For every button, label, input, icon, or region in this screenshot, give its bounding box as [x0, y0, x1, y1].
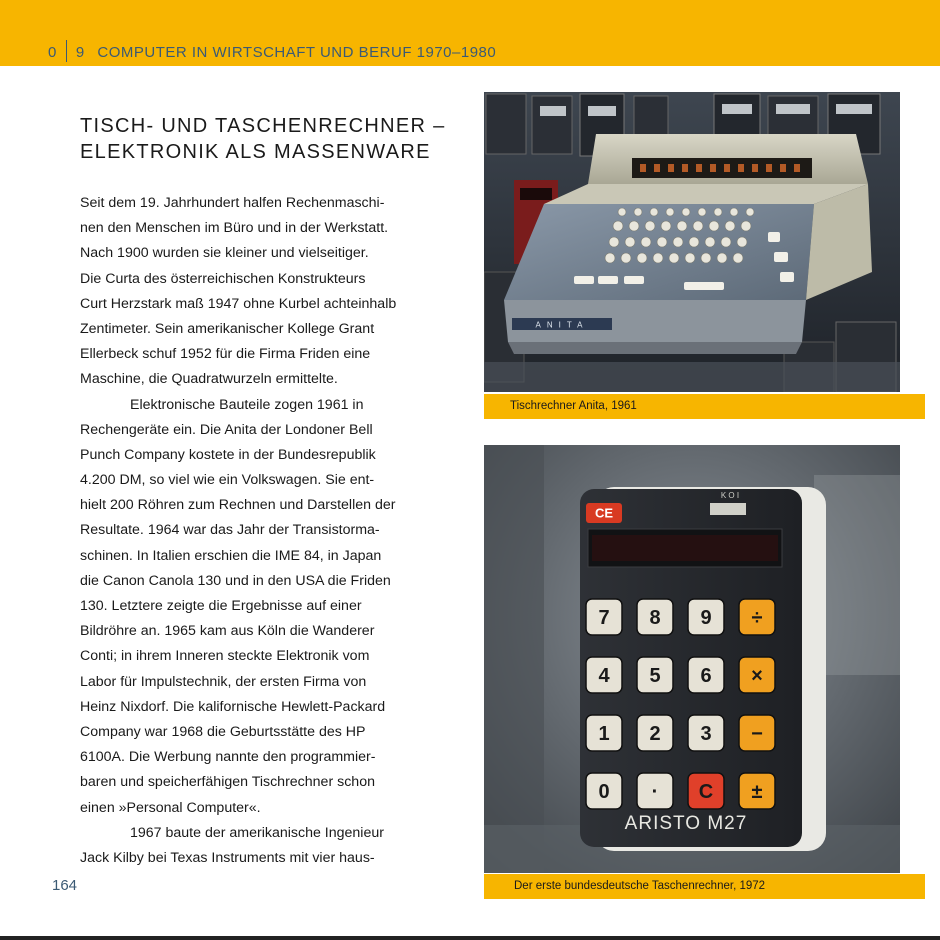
- chapter-header-band: [0, 0, 940, 66]
- calculator-key-label: 4: [598, 665, 610, 687]
- article-title-line: ELEKTRONIK ALS MASSENWARE: [80, 141, 431, 163]
- article-body: [80, 191, 430, 871]
- calculator-key-label: 6: [700, 665, 712, 687]
- chapter-header: [48, 40, 496, 62]
- calculator-key-label: 1: [598, 723, 610, 745]
- body-line: Jack Kilby bei Texas Instruments mit vier haus-: [80, 849, 375, 866]
- body-line: Company war 1968 die Geburtsstätte des HP: [80, 723, 366, 740]
- body-line: Labor für Impulstechnik, der ersten Firma von: [80, 673, 367, 690]
- body-line: die Canon Canola 130 und in den USA die Friden: [80, 572, 391, 589]
- body-line: Punch Company kostete in der Bundesrepublik: [80, 446, 376, 463]
- chapter-title: COMPUTER IN WIRTSCHAFT UND BERUF 1970–1980: [97, 44, 497, 61]
- chapter-number-1: 0: [48, 44, 57, 61]
- body-line: 1967 baute der amerikanische Ingenieur: [130, 824, 384, 841]
- page-bottom-rule: [0, 936, 940, 940]
- anita-caption: Tischrechner Anita, 1961: [484, 394, 925, 419]
- page-number: 164: [52, 877, 78, 894]
- article-title-line: TISCH- UND TASCHENRECHNER –: [80, 115, 446, 137]
- body-line: Bildröhre an. 1965 kam aus Köln die Wanderer: [80, 623, 375, 640]
- body-line: nen den Menschen im Büro und in der Werkstatt.: [80, 220, 389, 237]
- chapter-number-2: 9: [75, 44, 85, 61]
- body-line: Die Curta des österreichischen Konstrukteurs: [80, 270, 366, 287]
- body-line: Conti; in ihrem Inneren steckte Elektronik vom: [80, 648, 370, 665]
- calculator-key-label: 9: [700, 607, 712, 629]
- body-line: Heinz Nixdorf. Die kalifornische Hewlett-Packard: [80, 698, 386, 715]
- body-line: Maschine, die Quadratwurzeln ermittelte.: [80, 371, 338, 388]
- calculator-key-label: 0: [598, 781, 610, 803]
- body-line: Seit dem 19. Jahrhundert halfen Rechenmaschi-: [80, 195, 385, 211]
- calculator-key-label: 3: [700, 723, 712, 745]
- model-label: ARISTO M27: [624, 813, 748, 834]
- brand-badge: CE: [594, 505, 614, 521]
- calculator-key-label: ÷: [751, 607, 763, 629]
- calculator-key-label: 7: [598, 607, 610, 629]
- anita-photo: [484, 92, 900, 392]
- calculator-key-label: 8: [649, 607, 661, 629]
- aristo-photo: [484, 445, 900, 873]
- calculator-key-label: ·: [651, 781, 659, 803]
- calculator-key-label: ×: [751, 665, 763, 687]
- body-line: 130. Letztere zeigte die Ergebnisse auf einer: [80, 598, 362, 614]
- body-line: Rechengeräte ein. Die Anita der Londoner Bell: [80, 421, 373, 438]
- calculator-key-label: 5: [649, 665, 661, 687]
- body-line: hielt 200 Röhren zum Rechnen und Darstellen der: [80, 497, 396, 514]
- body-line: Curt Herzstark maß 1947 ohne Kurbel achteinhalb: [80, 295, 397, 312]
- anita-illustration: [484, 92, 900, 392]
- body-line: Zentimeter. Sein amerikanischer Kollege Grant: [80, 320, 375, 337]
- article-title: [80, 113, 460, 165]
- body-line: Nach 1900 wurden sie kleiner und vielseitiger.: [80, 245, 369, 262]
- body-line: Elektronische Bauteile zogen 1961 in: [130, 396, 364, 413]
- body-line: Resultate. 1964 war das Jahr der Transistorma-: [80, 522, 380, 539]
- body-line: Ellerbeck schuf 1952 für die Firma Friden eine: [80, 346, 371, 363]
- header-separator: [66, 40, 67, 62]
- body-line: einen »Personal Computer«.: [80, 799, 261, 816]
- anita-label: ANITA: [535, 320, 589, 330]
- body-line: baren und speicherfähigen Tischrechner schon: [80, 774, 375, 791]
- calculator-key-label: 2: [649, 723, 661, 745]
- calculator-key-label: −: [751, 723, 763, 745]
- aristo-illustration: [484, 445, 900, 873]
- calculator-key-label: C: [698, 781, 714, 803]
- power-switch-label: K O I: [720, 491, 740, 500]
- body-line: 4.200 DM, so viel wie ein Volkswagen. Sie ent-: [80, 472, 375, 489]
- body-line: 6100A. Die Werbung nannte den programmier-: [80, 749, 376, 766]
- calculator-key-label: ±: [751, 781, 763, 803]
- body-line: schinen. In Italien erschien die IME 84, in Japan: [80, 547, 382, 564]
- aristo-caption: Der erste bundesdeutsche Taschenrechner, 1972: [484, 874, 925, 899]
